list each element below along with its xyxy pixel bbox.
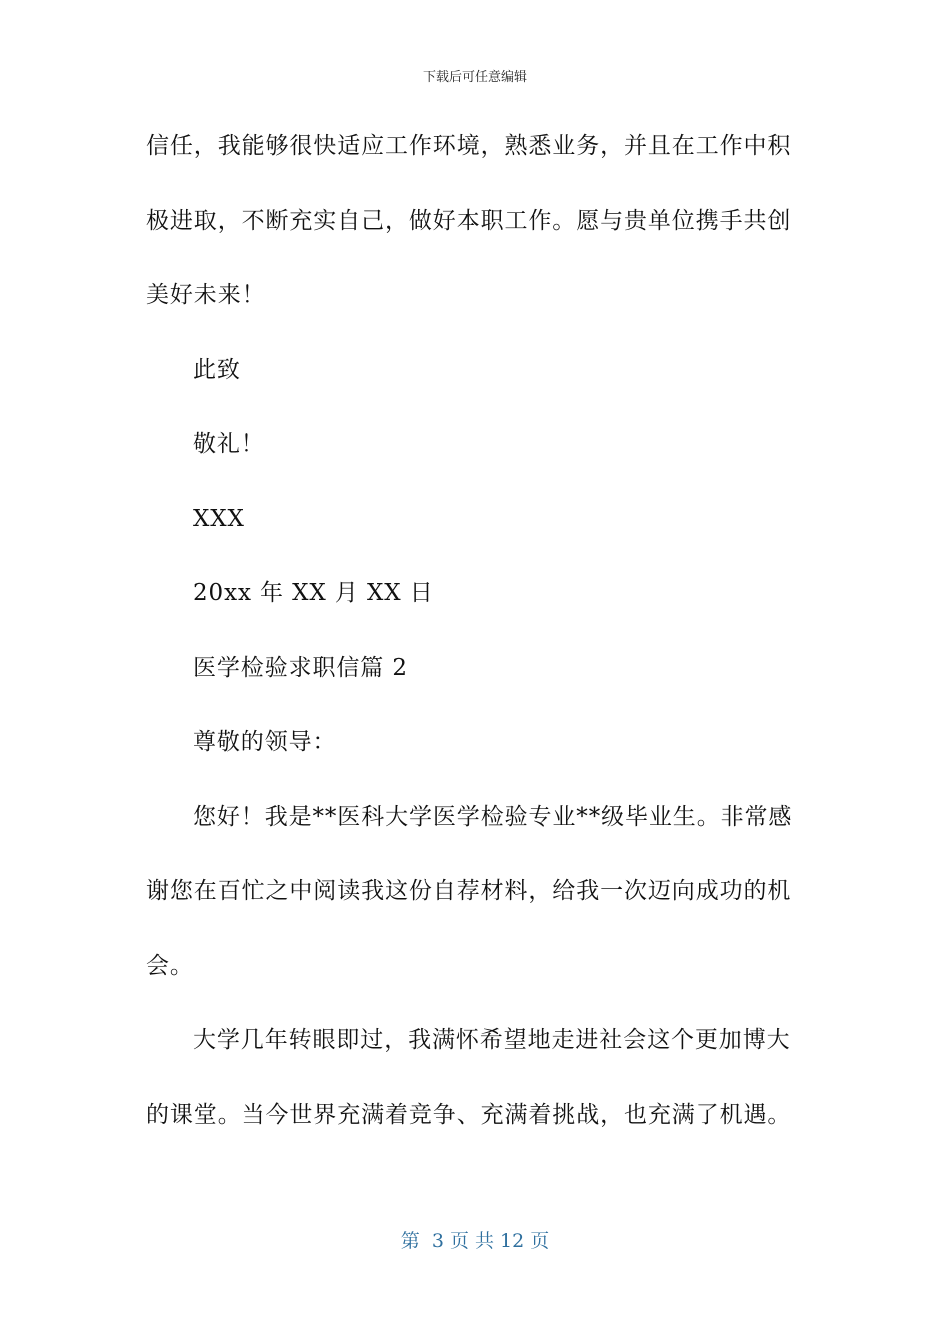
closing-regards: 敬礼！ (193, 431, 265, 457)
body-line: 谢您在百忙之中阅读我这份自荐材料，给我一次迈向成功的机 (146, 878, 792, 904)
body-line: 您好！我是**医科大学医学检验专业**级毕业生。非常感 (193, 803, 793, 830)
document-body (146, 127, 796, 1170)
body-line: 极进取，不断充实自己，做好本职工作。愿与贵单位携手共创 (146, 207, 792, 234)
body-line: 信任，我能够很快适应工作环境，熟悉业务，并且在工作中积 (146, 133, 792, 159)
body-line: 会。 (146, 952, 194, 979)
page-header: 下载后可任意编辑 (422, 70, 527, 85)
body-line: 美好未来！ (146, 282, 266, 308)
page-number: 第 3 页 共 12 页 (400, 1230, 550, 1252)
signature-name: XXX (193, 505, 245, 532)
body-line: 大学几年转眼即过，我满怀希望地走进社会这个更加博大 (193, 1027, 791, 1053)
closing-salutation: 此致 (193, 356, 241, 383)
letter-greeting: 尊敬的领导： (193, 729, 337, 755)
signature-date: 20xx 年 XX 月 XX 日 (193, 580, 434, 606)
section-title: 医学检验求职信篇 2 (193, 654, 408, 681)
body-line: 的课堂。当今世界充满着竞争、充满着挑战，也充满了机遇。 (146, 1101, 792, 1128)
